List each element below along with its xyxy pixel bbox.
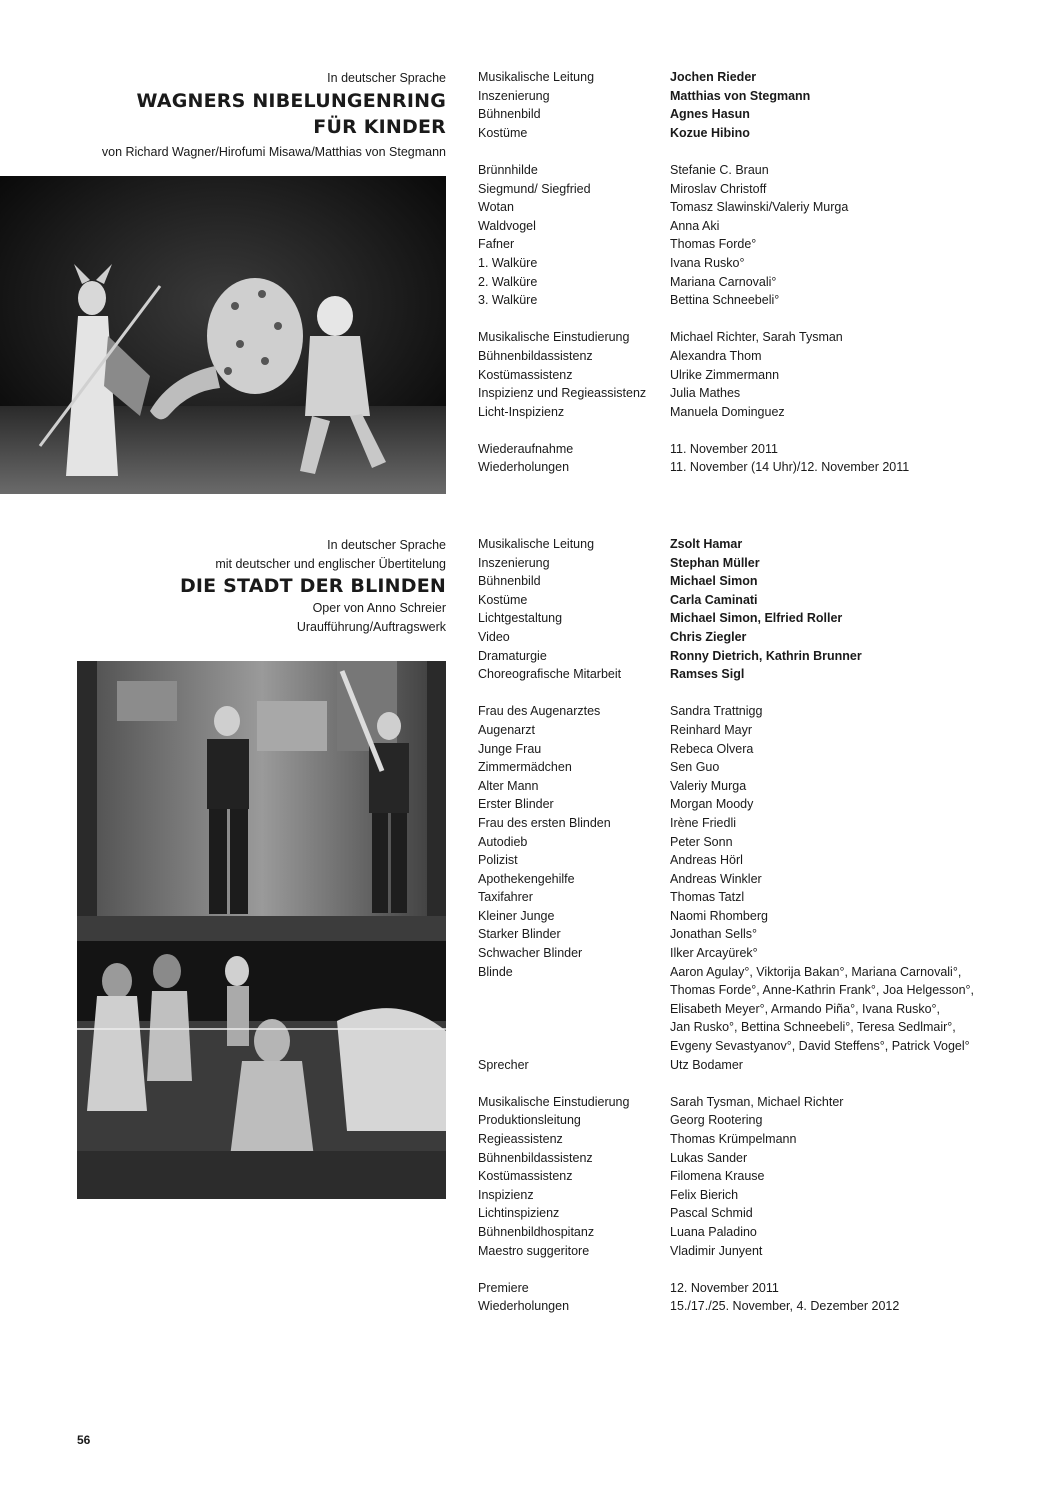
credit-role: Blinde: [478, 964, 513, 979]
credit-name: Reinhard Mayr: [670, 722, 752, 737]
credit-role: Musikalische Einstudierung: [478, 330, 630, 345]
credit-name: Ulrike Zimmermann: [670, 367, 780, 382]
credit-role: Inszenierung: [478, 88, 550, 103]
credit-row: [478, 1186, 974, 1205]
credit-role: Kostümassistenz: [478, 1169, 573, 1184]
credit-row: [478, 1204, 974, 1223]
credit-name: Evgeny Sevastyanov°, David Steffens°, Patrick Vogel°: [670, 1039, 970, 1054]
credit-row: [478, 161, 909, 180]
credit-row: [478, 198, 909, 217]
surtitle-note: mit deutscher und englischer Übertitelung: [215, 556, 446, 571]
credit-row: [478, 870, 974, 889]
credit-row: [478, 273, 909, 292]
credit-row: [478, 1223, 974, 1242]
production-photo-nibelungenring: [0, 176, 446, 494]
credit-row: [478, 384, 909, 403]
credit-role: Wiederholungen: [478, 460, 570, 475]
cast-list: [478, 161, 909, 310]
credit-role: Musikalische Leitung: [478, 70, 595, 84]
credit-row: [478, 1167, 974, 1186]
credit-role: Dramaturgie: [478, 648, 547, 663]
credit-role: Fafner: [478, 237, 515, 252]
credit-row: [478, 647, 974, 666]
credit-role: Lichtinspizienz: [478, 1206, 560, 1221]
credit-role: Inszenierung: [478, 555, 550, 570]
production1-header: [102, 69, 446, 161]
credit-row: [478, 591, 974, 610]
credit-row: [478, 403, 909, 422]
credit-name: Michael Simon, Elfried Roller: [670, 611, 843, 626]
credit-row: [478, 888, 974, 907]
credit-name: Sarah Tysman, Michael Richter: [670, 1094, 844, 1109]
credit-row: [478, 1242, 974, 1261]
credit-row: [478, 1056, 974, 1075]
credit-name: Anna Aki: [670, 218, 720, 233]
credit-role: Kostümassistenz: [478, 367, 573, 382]
credit-row: [478, 758, 974, 777]
credit-row: [478, 347, 909, 366]
credit-row: [478, 180, 909, 199]
credit-role: Sprecher: [478, 1057, 529, 1072]
credit-name: Thomas Tatzl: [670, 890, 745, 905]
credit-role: [478, 1018, 670, 1037]
dates-list: [478, 1279, 974, 1316]
credit-row: [478, 740, 974, 759]
production-title: WAGNERS NIBELUNGENRING: [136, 89, 446, 112]
credit-role: Frau des ersten Blinden: [478, 815, 611, 830]
credit-row: [478, 907, 974, 926]
credit-name: Sen Guo: [670, 760, 720, 775]
credit-name: Thomas Forde°, Anne-Kathrin Frank°, Joa Helgesson°,: [670, 983, 975, 998]
team-list: [478, 535, 974, 684]
credit-row: [478, 1297, 974, 1316]
credit-row: [478, 535, 974, 554]
credit-name: Stefanie C. Braun: [670, 162, 769, 177]
credit-name: Matthias von Stegmann: [670, 88, 811, 103]
author-line: von Richard Wagner/Hirofumi Misawa/Matthias von Stegmann: [101, 144, 446, 159]
credit-name: Valeriy Murga: [670, 778, 747, 793]
credit-name: Rebeca Olvera: [670, 741, 754, 756]
credit-role: Erster Blinder: [478, 797, 554, 812]
credit-role: Musikalische Einstudierung: [478, 1094, 630, 1109]
credit-role: Maestro suggeritore: [478, 1243, 590, 1258]
credit-role: [478, 981, 670, 1000]
credit-row: [478, 1037, 974, 1056]
credit-row: [478, 458, 909, 477]
language-note: In deutscher Sprache: [327, 71, 446, 85]
credit-role: Kostüme: [478, 592, 528, 607]
credit-name: Alexandra Thom: [670, 348, 762, 363]
credit-row: [478, 572, 974, 591]
credit-name: Miroslav Christoff: [670, 181, 767, 196]
page-number: 56: [77, 1433, 91, 1447]
credit-row: [478, 1093, 974, 1112]
credit-row: [478, 1279, 974, 1298]
credit-role: Video: [478, 629, 510, 644]
credit-role: Lichtgestaltung: [478, 611, 563, 626]
credit-role: Junge Frau: [478, 741, 542, 756]
credit-role: Schwacher Blinder: [478, 946, 583, 961]
credit-row: [478, 1018, 974, 1037]
staff-list: [478, 328, 909, 421]
credit-name: Stephan Müller: [670, 555, 760, 570]
credit-name: Jochen Rieder: [670, 70, 757, 84]
credit-role: Augenarzt: [478, 722, 535, 737]
credit-role: Alter Mann: [478, 778, 539, 793]
stage-photo-illustration: [0, 176, 446, 494]
credit-name: Manuela Dominguez: [670, 404, 785, 419]
credit-row: [478, 124, 909, 143]
credit-role: Wiederaufnahme: [478, 441, 574, 456]
credit-name: 11. November (14 Uhr)/12. November 2011: [670, 460, 910, 475]
credit-row: [478, 105, 909, 124]
credit-role: Musikalische Leitung: [478, 537, 595, 551]
credit-row: [478, 795, 974, 814]
language-note: In deutscher Sprache: [327, 538, 446, 552]
credit-row: [478, 68, 909, 87]
credit-role: Waldvogel: [478, 218, 536, 233]
credit-name: Filomena Krause: [670, 1169, 765, 1184]
credit-name: Ronny Dietrich, Kathrin Brunner: [670, 648, 862, 663]
credit-name: Naomi Rhomberg: [670, 908, 768, 923]
credit-row: [478, 609, 974, 628]
credit-role: Taxifahrer: [478, 890, 533, 905]
credit-role: Autodieb: [478, 834, 528, 849]
cast-list: [478, 702, 974, 1074]
credit-row: [478, 1149, 974, 1168]
dates-list: [478, 440, 909, 477]
credit-role: Polizist: [478, 853, 518, 868]
credit-role: Starker Blinder: [478, 927, 561, 942]
credit-row: [478, 925, 974, 944]
credit-role: Produktionsleitung: [478, 1113, 581, 1128]
credit-name: Bettina Schneebeli°: [670, 293, 780, 308]
credit-name: Andreas Winkler: [670, 871, 762, 886]
credit-role: Premiere: [478, 1280, 529, 1295]
credit-name: Vladimir Junyent: [670, 1243, 763, 1258]
credit-name: Aaron Agulay°, Viktorija Bakan°, Mariana Carnovali°,: [670, 964, 962, 979]
credit-role: Zimmermädchen: [478, 760, 572, 775]
credit-name: 15./17./25. November, 4. Dezember 2012: [670, 1299, 900, 1314]
credit-name: Utz Bodamer: [670, 1057, 743, 1072]
credit-role: Wiederholungen: [478, 1299, 570, 1314]
credit-row: [478, 981, 974, 1000]
credit-row: [478, 254, 909, 273]
credit-role: Bühnenbildassistenz: [478, 1150, 593, 1165]
credit-row: [478, 944, 974, 963]
credit-role: Wotan: [478, 200, 514, 215]
team-list: [478, 68, 909, 142]
credit-name: Jonathan Sells°: [670, 927, 757, 942]
credit-row: [478, 702, 974, 721]
credit-row: [478, 1111, 974, 1130]
credit-row: [478, 814, 974, 833]
credit-name: Ilker Arcayürek°: [670, 946, 758, 961]
credit-name: Felix Bierich: [670, 1187, 739, 1202]
credit-role: Brünnhilde: [478, 162, 538, 177]
credit-name: Andreas Hörl: [670, 853, 743, 868]
credit-name: Irène Friedli: [670, 815, 736, 830]
credit-row: [478, 1000, 974, 1019]
credit-role: Kostüme: [478, 125, 528, 140]
credit-name: Peter Sonn: [670, 834, 733, 849]
credit-row: [478, 1130, 974, 1149]
production-type: Uraufführung/Auftragswerk: [296, 619, 446, 634]
credit-role: Kleiner Junge: [478, 908, 555, 923]
credit-role: Apothekengehilfe: [478, 871, 575, 886]
credit-name: Lukas Sander: [670, 1150, 748, 1165]
credit-row: [478, 628, 974, 647]
credit-name: Thomas Forde°: [670, 237, 757, 252]
production2-header: [180, 536, 446, 636]
credit-row: [478, 554, 974, 573]
credit-name: Luana Paladino: [670, 1224, 757, 1239]
credit-name: Chris Ziegler: [670, 629, 747, 644]
credit-role: [478, 1000, 670, 1019]
credit-role: Frau des Augenarztes: [478, 704, 601, 719]
credit-name: Jan Rusko°, Bettina Schneebeli°, Teresa Sedlmair°,: [670, 1020, 956, 1035]
credit-name: Michael Richter, Sarah Tysman: [670, 330, 843, 345]
credit-row: [478, 851, 974, 870]
credit-row: [478, 963, 974, 982]
production-title: DIE STADT DER BLINDEN: [179, 575, 446, 597]
credit-role: 1. Walküre: [478, 255, 538, 270]
credit-name: Kozue Hibino: [670, 125, 750, 140]
credit-role: 3. Walküre: [478, 293, 538, 308]
credit-name: Elisabeth Meyer°, Armando Piña°, Ivana Rusko°,: [670, 1001, 940, 1016]
credit-role: Bühnenbild: [478, 574, 541, 589]
credit-name: Georg Rootering: [670, 1113, 763, 1128]
credit-name: Michael Simon: [670, 574, 758, 589]
credit-row: [478, 235, 909, 254]
author-line: Oper von Anno Schreier: [312, 601, 446, 615]
credit-row: [478, 328, 909, 347]
staff-list: [478, 1093, 974, 1260]
credit-name: Carla Caminati: [670, 592, 758, 607]
credit-name: 12. November 2011: [670, 1280, 779, 1295]
credit-row: [478, 721, 974, 740]
production-photo-stadt-der-blinden: [77, 661, 446, 1199]
credit-name: Zsolt Hamar: [670, 537, 743, 551]
credit-role: Bühnenbildassistenz: [478, 348, 593, 363]
credit-name: Pascal Schmid: [670, 1206, 753, 1221]
credit-role: Inspizienz: [478, 1187, 534, 1202]
credit-row: [478, 217, 909, 236]
credit-role: 2. Walküre: [478, 274, 538, 289]
credit-role: Bühnenbild: [478, 107, 541, 122]
credit-name: Ivana Rusko°: [670, 255, 745, 270]
credit-role: Choreografische Mitarbeit: [478, 667, 622, 682]
credit-row: [478, 833, 974, 852]
production1-credits: [478, 68, 909, 477]
credit-row: [478, 665, 974, 684]
credit-name: 11. November 2011: [670, 441, 778, 456]
credit-name: Tomasz Slawinski/Valeriy Murga: [670, 200, 849, 215]
credit-role: Siegmund/ Siegfried: [478, 181, 591, 196]
credit-name: Julia Mathes: [670, 386, 741, 401]
credit-role: Regieassistenz: [478, 1132, 563, 1146]
credit-name: Agnes Hasun: [670, 107, 750, 122]
credit-row: [478, 777, 974, 796]
production2-credits: [478, 535, 974, 1316]
credit-name: Morgan Moody: [670, 797, 754, 812]
stage-photo-illustration: [77, 661, 446, 1199]
credit-role: Inspizienz und Regieassistenz: [478, 386, 647, 401]
production-title-line2: FÜR KINDER: [313, 115, 446, 138]
credit-row: [478, 440, 909, 459]
credit-name: Mariana Carnovali°: [670, 274, 777, 289]
credit-name: Sandra Trattnigg: [670, 704, 763, 719]
credit-role: Licht-Inspizienz: [478, 404, 565, 419]
credit-role: [478, 1037, 670, 1056]
credit-name: Thomas Krümpelmann: [670, 1132, 797, 1146]
credit-name: Ramses Sigl: [670, 667, 745, 682]
credit-row: [478, 87, 909, 106]
credit-role: Bühnenbildhospitanz: [478, 1224, 595, 1239]
credit-row: [478, 291, 909, 310]
credit-row: [478, 366, 909, 385]
